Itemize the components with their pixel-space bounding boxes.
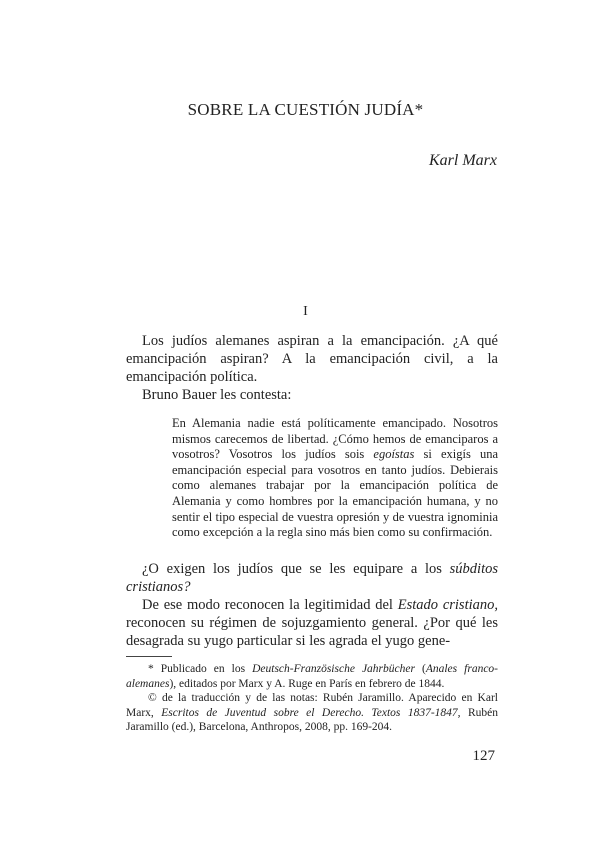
- footnote-2: [126, 691, 498, 735]
- paragraph-4-italic: Estado cristiano,: [397, 597, 498, 613]
- fn2-text-a: © de la traducción y de las notas: Rubén Jaramillo. Aparecido en Karl Marx,: [126, 692, 498, 719]
- quote-text-b: si exigís una emancipación especial para vosotros en tanto judíos. Debierais como alemanes trabajar por la emancipación política de Alemania y como hombres por la emancipación humana, y no sentir el tipo especial de vuestra opresión y de vuestra ignominia como excepción a la regla sino más bien como su confirmación.: [172, 447, 498, 540]
- fn1-text-a: * Publicado en los: [148, 663, 253, 675]
- footnote-rule: [126, 656, 172, 657]
- paragraph-3-italic: súbditos cristianos?: [126, 561, 498, 595]
- paragraph-3-text: ¿O exigen los judíos que se les equipare a los: [142, 561, 450, 577]
- block-quote: [172, 416, 498, 541]
- paragraph-1: Los judíos alemanes aspiran a la emancipación. ¿A qué emancipación aspiran? A la emancipación civil, a la emancipación política.: [126, 333, 498, 385]
- footnotes: [126, 662, 498, 735]
- quote-italic: egoístas: [373, 447, 415, 462]
- paragraph-2: Bruno Bauer les contesta:: [142, 387, 292, 403]
- section-number: I: [303, 304, 308, 319]
- fn2-italic: Escritos de Juventud sobre el Derecho. Textos 1837-1847,: [161, 706, 461, 719]
- page-title: SOBRE LA CUESTIÓN JUDÍA*: [187, 100, 424, 119]
- paragraph-4-text-b: reconocen su régimen de sojuzgamiento general. ¿Por qué les desagrada su yugo particular si les agrada el yugo gene-: [126, 615, 498, 649]
- intro-block: [126, 332, 498, 404]
- fn1-text-b: (: [414, 663, 426, 675]
- paragraph-4: [126, 596, 498, 650]
- page-number: 127: [472, 748, 495, 764]
- author-name: Karl Marx: [429, 152, 497, 169]
- paragraph-3: [126, 560, 498, 596]
- fn1-italic-2: Anales franco-alemanes: [126, 663, 498, 690]
- fn2-text-b: Rubén Jaramillo (ed.), Barcelona, Anthropos, 2008, pp. 169-204.: [126, 706, 498, 733]
- quote-text-a: En Alemania nadie está políticamente emancipado. Nosotros mismos carecemos de libertad. ¿Cómo hemos de emanciparos a vosotros? Vosotros los judíos sois: [172, 416, 498, 462]
- fn1-italic-1: Deutsch-Französische Jahrbücher: [252, 663, 415, 675]
- footnote-1: [126, 662, 498, 691]
- paragraph-4-text-a: De ese modo reconocen la legitimidad del: [142, 597, 398, 613]
- after-quote-block: [126, 560, 498, 650]
- fn1-text-c: ), editados por Marx y A. Ruge en París en febrero de 1844.: [169, 677, 445, 690]
